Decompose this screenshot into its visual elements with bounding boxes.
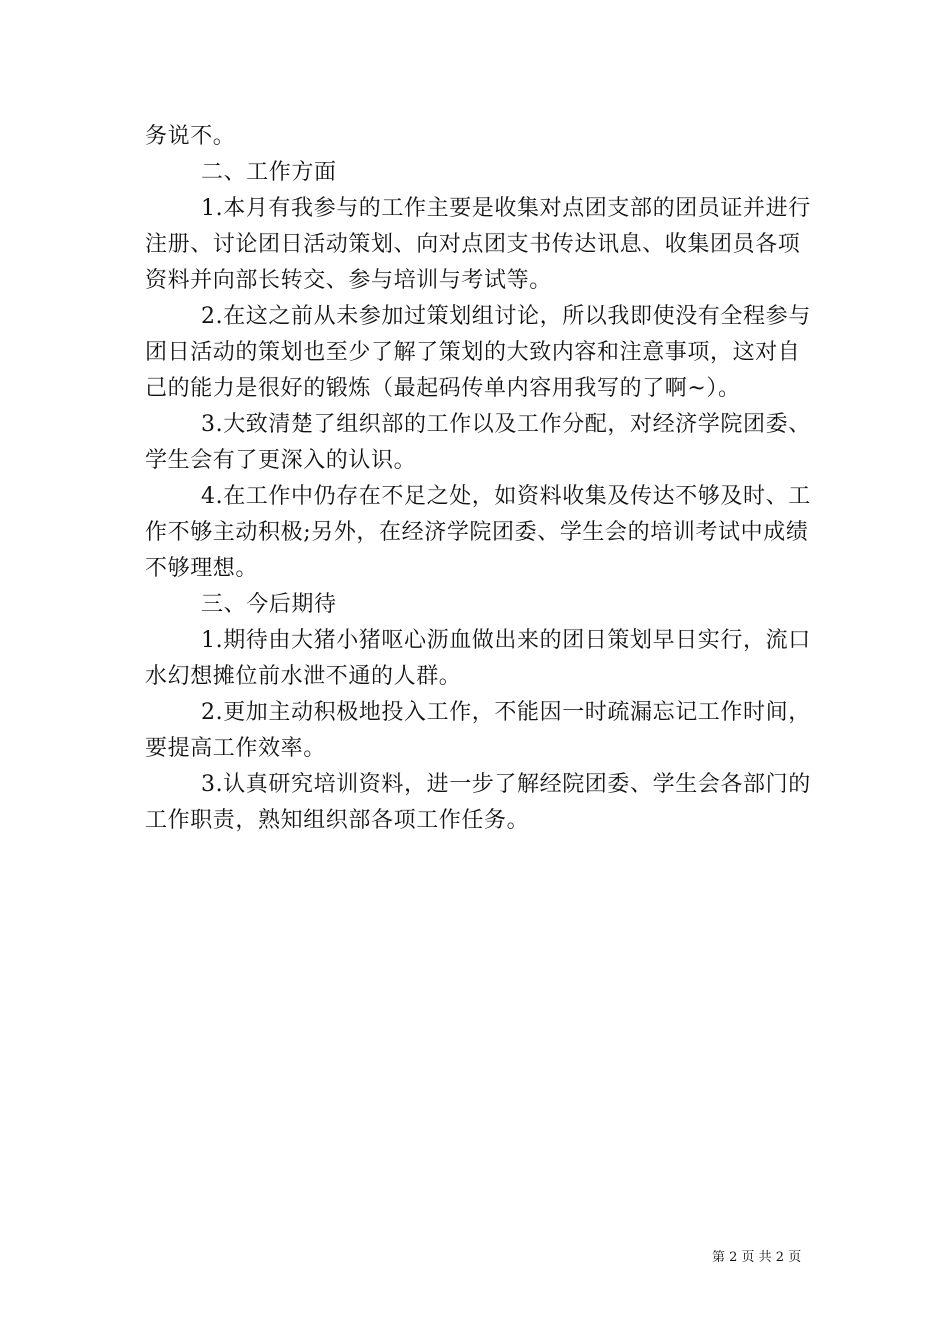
paragraph-line: 己的能力是很好的锻炼（最起码传单内容用我写的了啊~）。: [145, 376, 741, 401]
paragraph-line: 作不够主动积极;另外，在经济学院团委、学生会的培训考试中成绩: [145, 520, 809, 545]
paragraph-line: 3.大致清楚了组织部的工作以及工作分配，对经济学院团委、: [201, 412, 811, 437]
paragraph-line: 工作职责，熟知组织部各项工作任务。: [145, 808, 530, 833]
paragraph-line: 2.更加主动积极地投入工作，不能因一时疏漏忘记工作时间，: [201, 700, 811, 725]
section-heading-work: 二、工作方面: [201, 160, 337, 185]
paragraph-line: 学生会有了更深入的认识。: [145, 448, 417, 473]
paragraph-line: 不够理想。: [145, 556, 259, 581]
paragraph-line: 1.期待由大猪小猪呕心沥血做出来的团日策划早日实行，流口: [201, 628, 811, 653]
paragraph-continuation: 务说不。: [145, 124, 236, 149]
page-number-footer: 第 2 页 共 2 页: [712, 1250, 802, 1265]
section-heading-expectations: 三、今后期待: [201, 592, 337, 617]
paragraph-line: 水幻想摊位前水泄不通的人群。: [145, 664, 462, 689]
paragraph-line: 4.在工作中仍存在不足之处，如资料收集及传达不够及时、工: [201, 484, 811, 509]
paragraph-line: 要提高工作效率。: [145, 736, 326, 761]
paragraph-line: 注册、讨论团日活动策划、向对点团支书传达讯息、收集团员各项: [145, 232, 801, 257]
paragraph-line: 团日活动的策划也至少了解了策划的大致内容和注意事项，这对自: [145, 340, 801, 365]
paragraph-line: 资料并向部长转交、参与培训与考试等。: [145, 268, 552, 293]
paragraph-line: 2.在这之前从未参加过策划组讨论，所以我即使没有全程参与: [201, 304, 811, 329]
paragraph-line: 3.认真研究培训资料，进一步了解经院团委、学生会各部门的: [201, 772, 811, 797]
document-body: [145, 119, 809, 839]
paragraph-line: 1.本月有我参与的工作主要是收集对点团支部的团员证并进行: [201, 196, 811, 221]
